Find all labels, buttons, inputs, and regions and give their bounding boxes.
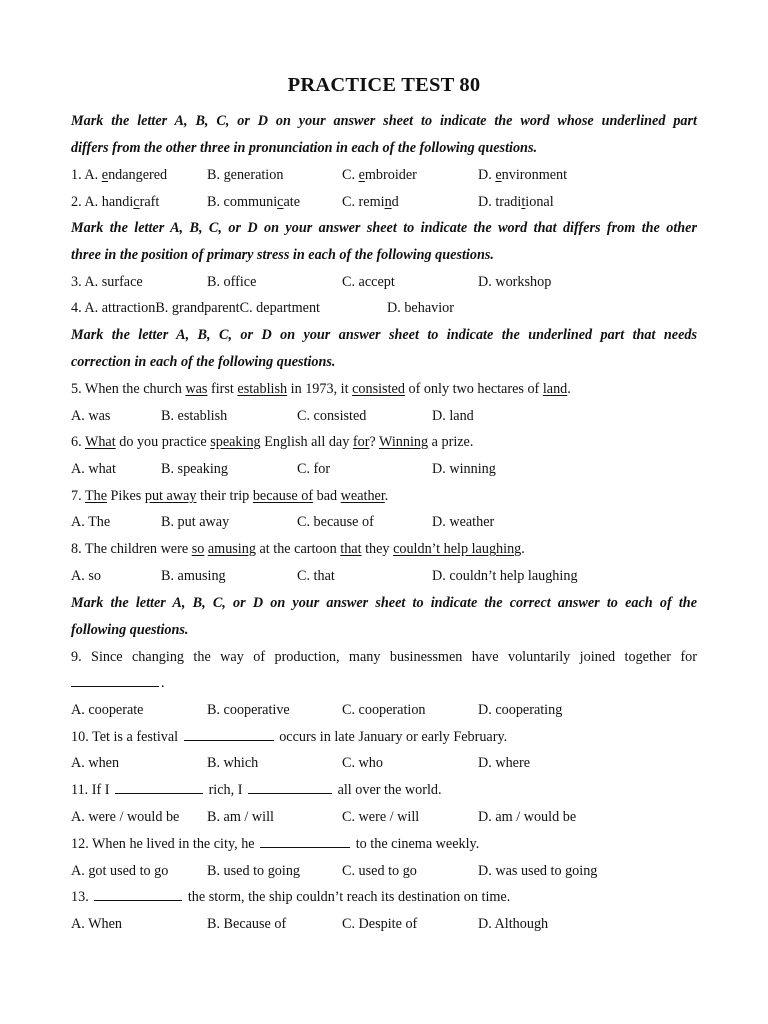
question-13-sentence: 13. the storm, the ship couldn’t reach its destination on time. (71, 889, 511, 905)
instruction-correct-line-2: following questions. (71, 622, 189, 638)
q13-option-b: B. Because of (207, 916, 287, 932)
q5-option-b: B. establish (161, 408, 228, 424)
q9-option-b: B. cooperative (207, 702, 290, 718)
q9-option-a: A. cooperate (71, 702, 144, 718)
q8-option-b: B. amusing (161, 568, 226, 584)
question-5-sentence: 5. When the church was first establish in 1973, it consisted of only two hectares of land. (71, 381, 571, 397)
q6-option-a: A. what (71, 461, 116, 477)
instruction-pronunciation-line-1: Mark the letter A, B, C, or D on your answer sheet to indicate the word whose underlined part (71, 113, 697, 129)
q3-option-b: B. office (207, 274, 257, 290)
question-9-options (71, 700, 697, 720)
q9-option-c: C. cooperation (342, 702, 426, 718)
q12-option-b: B. used to going (207, 863, 301, 879)
question-7-options (71, 512, 697, 532)
q7-option-b: B. put away (161, 514, 230, 530)
q2-option-c: C. remind (342, 194, 399, 210)
q2-option-d: D. traditional (478, 194, 554, 210)
q13-option-a: A. When (71, 916, 122, 932)
q12-option-d: D. was used to going (478, 863, 598, 879)
q11-blank-2 (248, 780, 332, 794)
question-12-options (71, 861, 697, 881)
question-9-stem-line-2: . (71, 673, 697, 693)
q5-option-a: A. was (71, 408, 111, 424)
q13-option-c: C. Despite of (342, 916, 418, 932)
page-title: PRACTICE TEST 80 (287, 74, 481, 96)
question-10-sentence: 10. Tet is a festival occurs in late January or early February. (71, 729, 508, 745)
q11-option-c: C. were / will (342, 809, 420, 825)
q12-option-c: C. used to go (342, 863, 417, 879)
q9-option-d: D. cooperating (478, 702, 563, 718)
q3-option-a: 3. A. surface (71, 274, 143, 290)
question-11-sentence: 11. If I rich, I all over the world. (71, 782, 442, 798)
question-8-options (71, 566, 697, 586)
question-6-sentence: 6. What do you practice speaking English all day for? Winning a prize. (71, 434, 474, 450)
instruction-stress-line-1: Mark the letter A, B, C, or D on your answer sheet to indicate the word that differs from the other (71, 220, 697, 236)
instruction-error-line-2: correction in each of the following questions. (71, 354, 336, 370)
q7-option-c: C. because of (297, 514, 374, 530)
q3-option-d: D. workshop (478, 274, 552, 290)
q1-option-d: D. environment (478, 167, 568, 183)
q4-options-abc: 4. A. attractionB. grandparentC. department (71, 300, 320, 316)
question-12-sentence: 12. When he lived in the city, he to the cinema weekly. (71, 836, 480, 852)
q13-option-d: D. Although (478, 916, 549, 932)
q2-option-b: B. communicate (207, 194, 301, 210)
instruction-correct-line-1: Mark the letter A, B, C, or D on your answer sheet to indicate the correct answer to each of the (71, 595, 697, 611)
q10-option-a: A. when (71, 755, 120, 771)
q6-option-c: C. for (297, 461, 331, 477)
q1-option-c: C. embroider (342, 167, 417, 183)
q10-blank (184, 727, 274, 741)
question-10-options (71, 753, 697, 773)
question-4 (71, 298, 697, 318)
q11-option-b: B. am / will (207, 809, 274, 825)
q2-option-a: 2. A. handicraft (71, 194, 160, 210)
question-7-sentence: 7. The Pikes put away their trip because of bad weather. (71, 488, 389, 504)
question-6-options (71, 459, 697, 479)
q7-option-d: D. weather (432, 514, 495, 530)
q5-option-c: C. consisted (297, 408, 367, 424)
instruction-stress-line-2: three in the position of primary stress in each of the following questions. (71, 247, 494, 263)
q11-option-a: A. were / would be (71, 809, 180, 825)
q12-option-a: A. got used to go (71, 863, 169, 879)
q10-option-c: C. who (342, 755, 383, 771)
q8-option-a: A. so (71, 568, 101, 584)
q11-blank-1 (115, 780, 203, 794)
q6-option-d: D. winning (432, 461, 496, 477)
q1-option-b: B. generation (207, 167, 284, 183)
instruction-pronunciation-line-2: differs from the other three in pronunciation in each of the following questions. (71, 140, 538, 156)
question-11-options (71, 807, 697, 827)
q6-option-b: B. speaking (161, 461, 228, 477)
q8-option-c: C. that (297, 568, 335, 584)
q9-blank (71, 673, 159, 687)
q3-option-c: C. accept (342, 274, 395, 290)
question-9-stem-line-1: 9. Since changing the way of production, many businessmen have voluntarily joined together for (71, 649, 697, 665)
question-5-options (71, 406, 697, 426)
q11-option-d: D. am / would be (478, 809, 577, 825)
instruction-error-line-1: Mark the letter A, B, C, or D on your answer sheet to indicate the underlined part that needs (71, 327, 697, 343)
q10-option-b: B. which (207, 755, 259, 771)
q13-blank (94, 887, 182, 901)
q8-option-d: D. couldn’t help laughing (432, 568, 578, 584)
q12-blank (260, 834, 350, 848)
q1-option-a: 1. A. endangered (71, 167, 168, 183)
question-13-options (71, 914, 697, 934)
question-2 (71, 192, 697, 212)
q10-option-d: D. where (478, 755, 530, 771)
question-8-sentence: 8. The children were so amusing at the cartoon that they couldn’t help laughing. (71, 541, 525, 557)
q4-option-d: D. behavior (387, 300, 454, 316)
q7-option-a: A. The (71, 514, 111, 530)
question-3 (71, 272, 697, 292)
question-1 (71, 165, 697, 185)
q5-option-d: D. land (432, 408, 474, 424)
